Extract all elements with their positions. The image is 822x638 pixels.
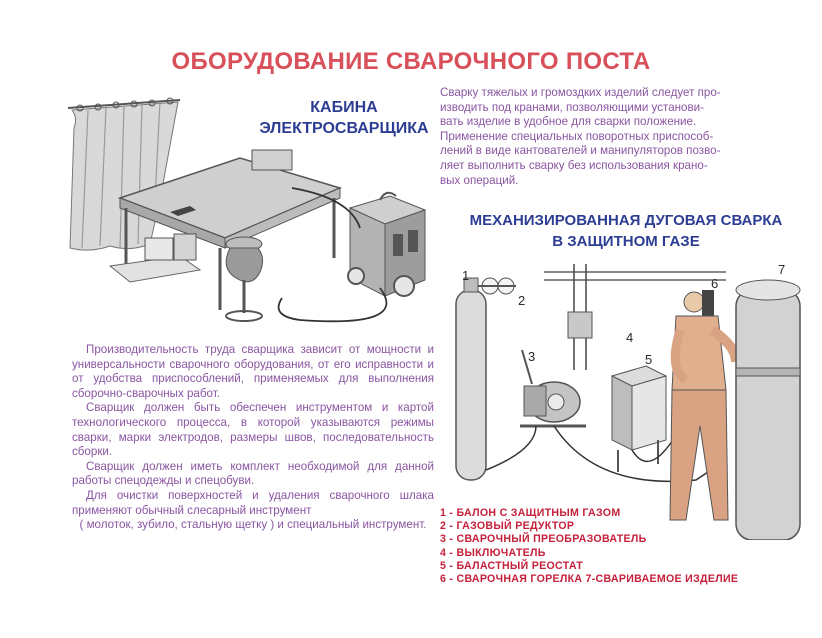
gas-cylinder: [456, 278, 486, 480]
cabin-heading-line2: ЭЛЕКТРОСВАРЩИКА: [259, 120, 429, 137]
mechanized-heading-line1: МЕХАНИЗИРОВАННАЯ ДУГОВАЯ СВАРКА: [469, 212, 783, 229]
crane-line-4: Применение специальных поворотных приспособ-: [440, 129, 714, 143]
crane-paragraph: [440, 86, 780, 188]
legend-item: 3 - СВАРОЧНЫЙ ПРЕОБРАЗОВАТЕЛЬ: [440, 533, 647, 546]
cleaning-paragraph: Для очистки поверхностей и удаления сварочного шлака применяют обычный слесарный инструмент: [72, 488, 434, 517]
legend-item: 2 - ГАЗОВЫЙ РЕДУКТОР: [440, 520, 575, 533]
callout-5: 5: [645, 352, 653, 367]
welding-power-source: [348, 193, 425, 296]
legend-item: 6 - СВАРОЧНАЯ ГОРЕЛКА 7-СВАРИВАЕМОЕ ИЗДЕЛИЕ: [440, 573, 739, 586]
callout-2: 2: [518, 293, 526, 308]
tools-paragraph: Сварщик должен быть обеспечен инструментом и картой технологического процесса, в которой указываются режимы сварки, марки электродов, размеры швов, последовательность сборки.: [72, 401, 434, 459]
legend-item: 5 - БАЛАСТНЫЙ РЕОСТАТ: [440, 559, 584, 572]
welder-figure: [670, 290, 736, 520]
workpiece: [736, 280, 800, 540]
callout-4: 4: [626, 330, 634, 345]
legend-item: 4 - ВЫКЛЮЧАТЕЛЬ: [440, 546, 546, 559]
crane-line-5: лений в виде кантователей и манипуляторов позво-: [440, 144, 721, 158]
gas-welding-illustration: [436, 250, 822, 540]
mechanized-heading-line2: В ЗАЩИТНОМ ГАЗЕ: [552, 233, 700, 250]
electrode-box: [252, 150, 292, 170]
crane-line-3: вать изделие в удобное для сварки положение.: [440, 115, 697, 129]
crane-line-2: изводить под кранами, позволяющими установи-: [440, 100, 704, 114]
crane-line-7: вых операций.: [440, 173, 519, 187]
productivity-paragraph: Производительность труда сварщика зависит от мощности и универсальности сварочного оборудования, от его исправности и от удобства приспособлений, применяемых для выполнения сборочно-сварочных работ.: [72, 343, 434, 400]
productivity-text: [72, 343, 434, 533]
ballast-rheostat: [612, 366, 666, 472]
gas-reducer: [478, 278, 516, 294]
cleaning-tools-paragraph: ( молоток, зубило, стальную щетку ) и специальный инструмент.: [79, 518, 427, 532]
crane-line-6: ляет выполнить сварку без использования крано-: [440, 158, 708, 172]
callout-1: 1: [462, 268, 470, 283]
switch-box: [568, 312, 592, 338]
cabin-heading-line1: КАБИНА: [310, 99, 378, 116]
legend-item: 1 - БАЛОН С ЗАЩИТНЫМ ГАЗОМ: [440, 507, 621, 519]
welding-cabin-illustration: [60, 88, 440, 338]
callout-3: 3: [528, 349, 536, 364]
callout-6: 6: [711, 276, 719, 291]
crane-line-1: Сварку тяжелых и громоздких изделий следует про-: [440, 86, 721, 99]
callout-7: 7: [778, 262, 786, 277]
workwear-paragraph: Сварщик должен иметь комплект необходимой для данной работы спецодежды и спецобуви.: [72, 459, 434, 488]
mechanized-heading: [436, 210, 816, 252]
page-title: ОБОРУДОВАНИЕ СВАРОЧНОГО ПОСТА: [171, 48, 651, 75]
